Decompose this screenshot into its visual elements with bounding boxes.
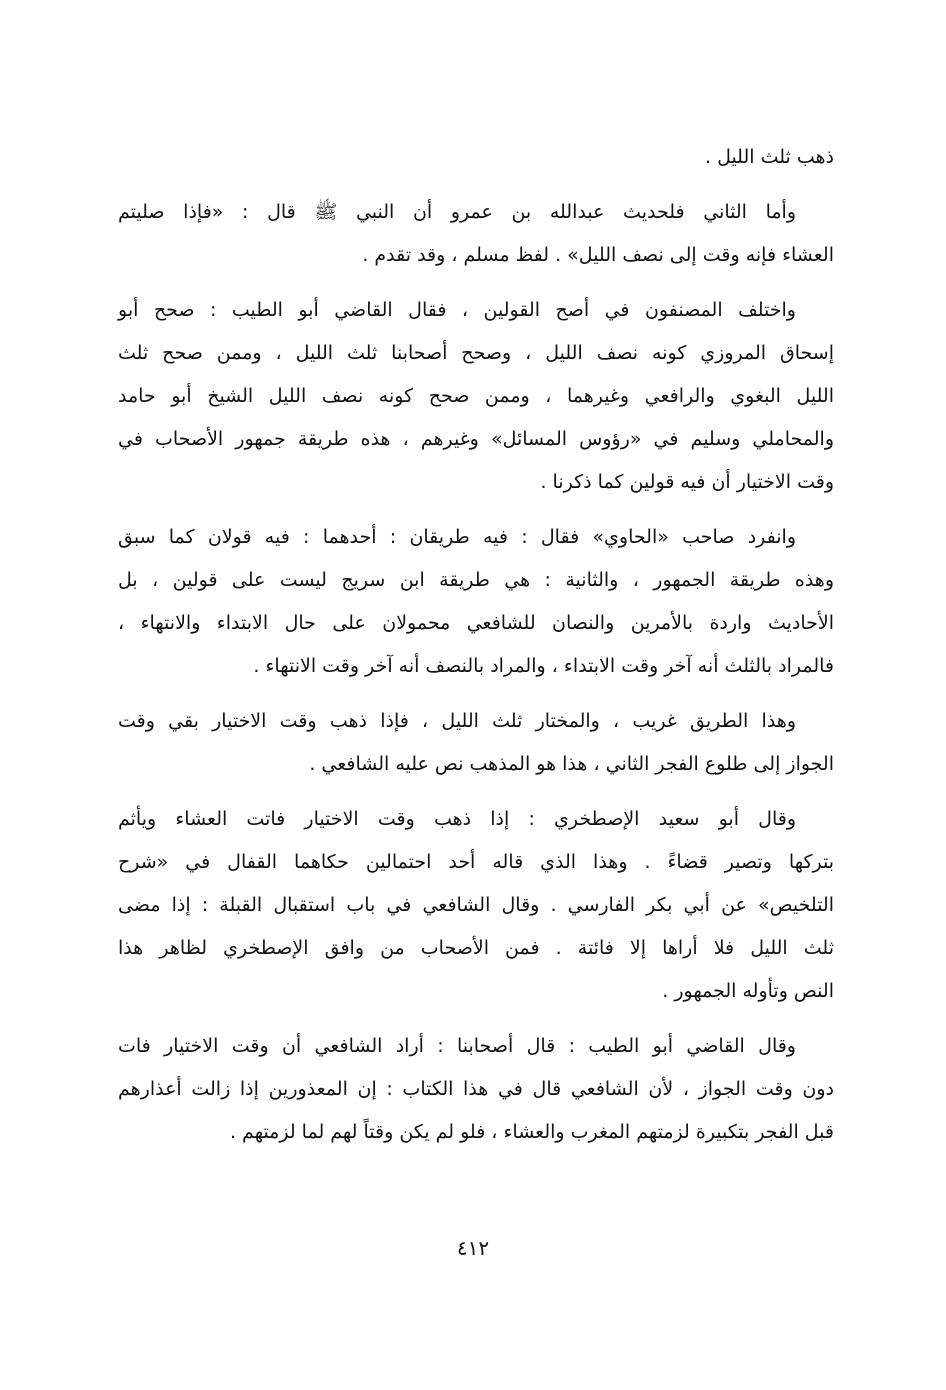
text-line: ثلث الليل فلا أراها إلا فائتة . فمن الأصحاب من وافق الإصطخري لظاهر هذا [118,937,834,959]
text-line: الجواز إلى طلوع الفجر الثاني ، هذا هو المذهب نص عليه الشافعي . [309,753,834,775]
text-line: وقت الاختيار أن فيه قولين كما ذكرنا . [540,471,834,493]
paragraph [118,798,834,1013]
text-line: الليل البغوي والرافعي وغيرهما ، وممن صحح كونه نصف الليل الشيخ أبو حامد [118,385,834,407]
paragraph [118,289,834,504]
text-line: العشاء فإنه وقت إلى نصف الليل» . لفظ مسلم ، وقد تقدم . [362,244,834,266]
text-line: وأما الثاني فلحديث عبدالله بن عمرو أن النبي ﷺ قال : «فإذا صليتم [118,201,796,223]
text-line: وهذا الطريق غريب ، والمختار ثلث الليل ، فإذا ذهب وقت الاختيار بقي وقت [118,710,796,732]
paragraph [118,1025,834,1154]
text-line: وهذه طريقة الجمهور ، والثانية : هي طريقة ابن سريج ليست على قولين ، بل [118,569,834,591]
text-line: وقال أبو سعيد الإصطخري : إذا ذهب وقت الاختيار فاتت العشاء ويأثم [118,808,796,830]
text-line: وانفرد صاحب «الحاوي» فقال : فيه طريقان : أحدهما : فيه قولان كما سبق [118,526,796,548]
paragraph [118,516,834,688]
paragraph [118,700,834,786]
text-line: فالمراد بالثلث أنه آخر وقت الابتداء ، والمراد بالنصف أنه آخر وقت الانتهاء . [253,655,834,677]
text-line: قبل الفجر بتكبيرة لزمتهم المغرب والعشاء ، فلو لم يكن وقتاً لهم لما لزمتهم . [229,1121,834,1143]
text-line: وقال القاضي أبو الطيب : قال أصحابنا : أراد الشافعي أن وقت الاختيار فات [118,1035,796,1057]
paragraph [118,136,834,179]
text-line: ذهب ثلث الليل . [704,146,834,168]
text-line: التلخيص» عن أبي بكر الفارسي . وقال الشافعي في باب استقبال القبلة : إذا مضى [118,894,834,916]
text-line: دون وقت الجواز ، لأن الشافعي قال في هذا الكتاب : إن المعذورين إذا زالت أعذارهم [118,1078,834,1100]
page-number: ٤١٢ [456,1236,490,1260]
paragraph [118,191,834,277]
text-line: إسحاق المروزي كونه نصف الليل ، وصحح أصحابنا ثلث الليل ، وممن صحح ثلث [118,342,834,364]
text-line: الأحاديث واردة بالأمرين والنصان للشافعي محمولان على حال الابتداء والانتهاء ، [118,612,834,634]
page-body [118,136,834,1166]
text-line: النص وتأوله الجمهور . [662,980,834,1002]
text-line: واختلف المصنفون في أصح القولين ، فقال القاضي أبو الطيب : صحح أبو [118,299,796,321]
text-line: بتركها وتصير قضاءً . وهذا الذي قاله أحد احتمالين حكاهما القفال في «شرح [118,851,834,873]
text-line: والمحاملي وسليم في «رؤوس المسائل» وغيرهم ، هذه طريقة جمهور الأصحاب في [118,428,834,450]
